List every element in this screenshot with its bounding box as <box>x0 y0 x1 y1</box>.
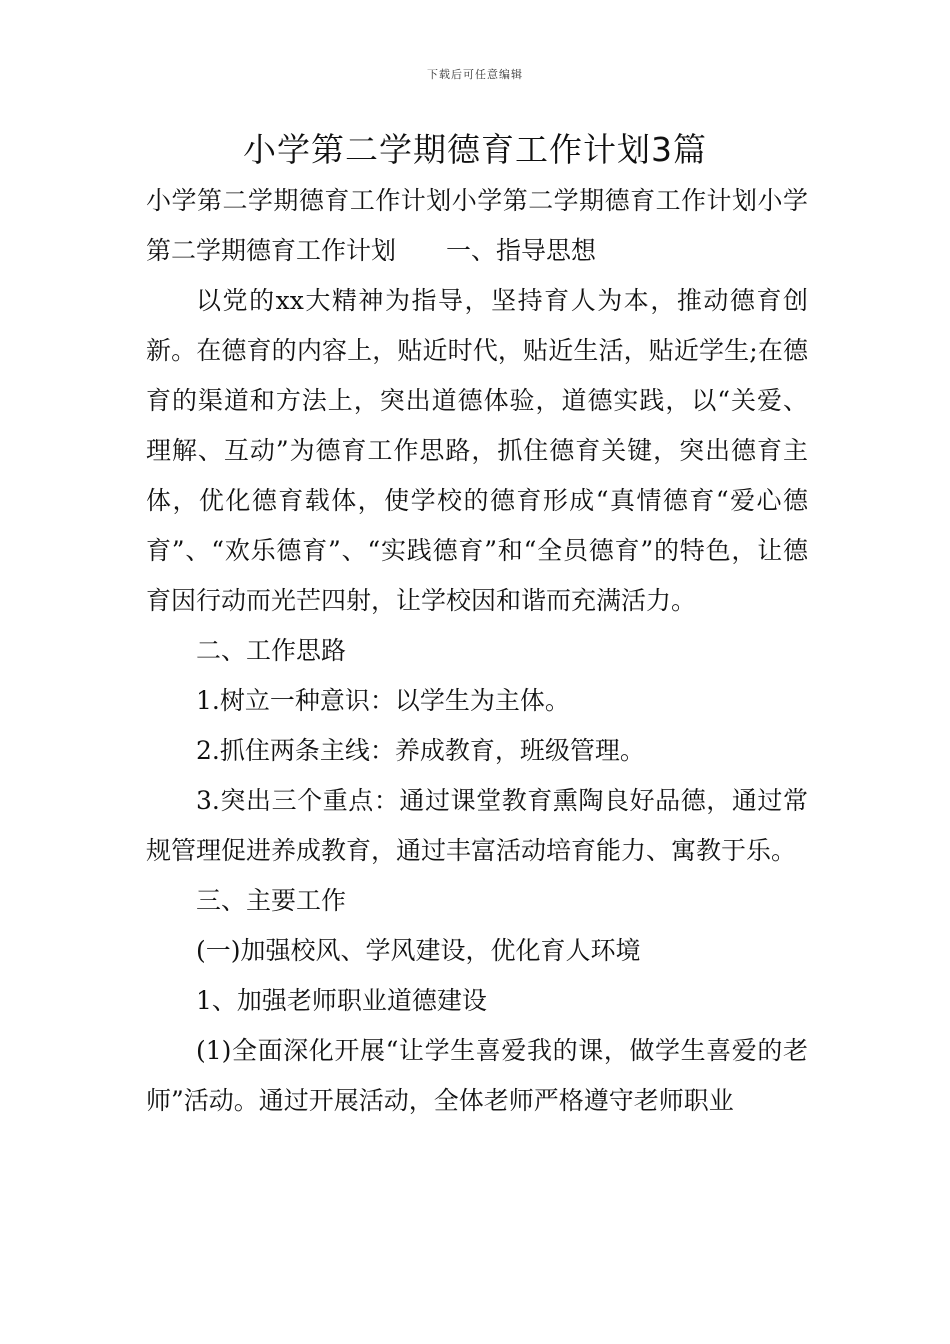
guiding-thought-paragraph: 以党的xx大精神为指导，坚持育人为本，推动德育创新。在德育的内容上，贴近时代，贴近生活，贴近学生;在德育的渠道和方法上，突出道德体验，道德实践，以“关爱、理解、互动”为德育工作思路，抓住德育关键，突出德育主体，优化德育载体，使学校的德育形成“真情德育“爱心德育”、“欢乐德育”、“实践德育”和“全员德育”的特色，让德育因行动而光芒四射，让学校因和谐而充满活力。 <box>146 286 808 615</box>
work-approach-item-2: 2.抓住两条主线：养成教育，班级管理。 <box>196 736 645 765</box>
document-title: 小学第二学期德育工作计划3篇 <box>243 130 707 169</box>
intro-text: 小学第二学期德育工作计划小学第二学期德育工作计划小学第二学期德育工作计划 <box>146 186 808 265</box>
work-approach-item-1: 1.树立一种意识：以学生为主体。 <box>196 686 570 715</box>
header-note: 下载后可任意编辑 <box>427 68 523 81</box>
sub-item-paragraph-1: (1)全面深化开展“让学生喜爱我的课，做学生喜爱的老师”活动。通过开展活动，全体老师严格遵守老师职业 <box>146 1036 808 1115</box>
subsection-heading-1: (一)加强校风、学风建设，优化育人环境 <box>196 936 641 965</box>
intro-paragraph <box>146 176 808 276</box>
work-approach-item-3: 3.突出三个重点：通过课堂教育熏陶良好品德，通过常规管理促进养成教育，通过丰富活动培育能力、寓教于乐。 <box>146 786 808 865</box>
section-heading-work-approach: 二、工作思路 <box>196 636 347 665</box>
section-heading-main-work: 三、主要工作 <box>196 886 347 915</box>
sub-item-heading-1: 1、加强老师职业道德建设 <box>196 986 487 1015</box>
document-body <box>146 176 808 1126</box>
section-heading-guiding-thought: 一、指导思想 <box>446 236 597 265</box>
